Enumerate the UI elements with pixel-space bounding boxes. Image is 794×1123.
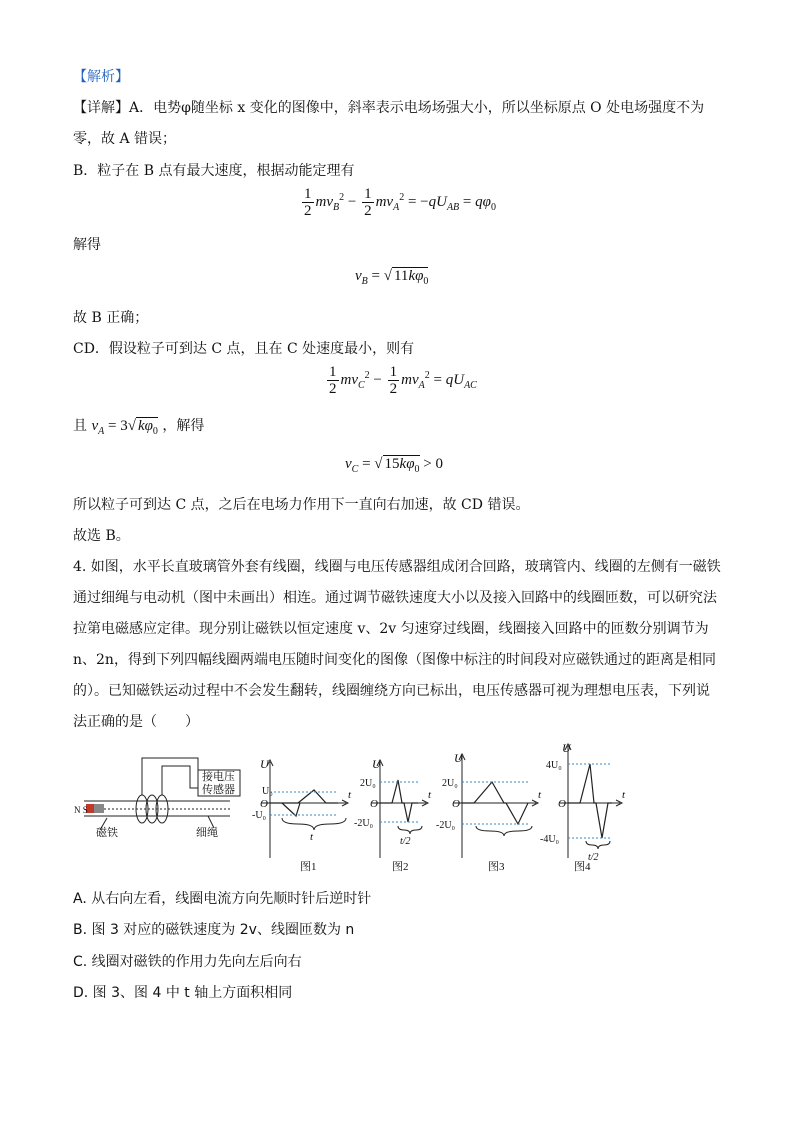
equation-vb: $v_B$ = √ $11k\varphi_0$: [355, 268, 429, 287]
fig2-caption: 图2: [392, 861, 409, 873]
detail-line-7: 且 $v_A = 3√$ $k\varphi_0$ ，解得: [73, 418, 205, 437]
detail-line-7b: ，解得: [162, 418, 205, 434]
detail-line-7a: 且: [73, 418, 87, 434]
graph2-u-label: U: [372, 757, 381, 771]
detail-line-5: 故 B 正确；: [73, 310, 149, 326]
fig3-caption: 图3: [488, 861, 505, 873]
option-a[interactable]: A. 从右向左看，线圈电流方向先顺时针后逆时针: [73, 891, 372, 907]
question-line-5: 的）。已知磁铁运动过程中不会发生翻转，线圈缠绕方向已标出，电压传感器可视为理想电压表，下列说: [73, 683, 710, 699]
graph1-t-axis: t: [348, 789, 352, 801]
graph4-origin: O: [558, 798, 566, 810]
sensor-label-2: 传感器: [202, 784, 235, 796]
graph4-t-half: t/2: [588, 852, 599, 863]
string-label: 细绳: [196, 827, 218, 839]
graph3-origin: O: [452, 798, 460, 810]
graph-3: [454, 754, 538, 858]
option-d[interactable]: D. 图 3、图 4 中 t 轴上方面积相同: [73, 985, 293, 1001]
question-line-3: 拉第电磁感应定律。现分别让磁铁以恒定速度 v、2v 匀速穿过线圈，线圈接入回路中的匝数分别调节为: [73, 621, 709, 637]
detail-line-3: B．粒子在 B 点有最大速度，根据动能定理有: [73, 163, 355, 179]
graph2-neg-2u0: -2U₀: [354, 818, 374, 829]
question-line-2: 通过细绳与电动机（图中未画出）相连。通过调节磁铁速度大小以及接入回路中的线圈匝数，可以研究法: [73, 590, 717, 606]
graph-4: [560, 744, 622, 858]
analysis-heading: 【解析】: [73, 69, 129, 85]
option-b[interactable]: B. 图 3 对应的磁铁速度为 2v、线圈匝数为 n: [73, 922, 355, 938]
sensor-label-1: 接电压: [202, 771, 235, 783]
graph4-4u0: 4U₀: [546, 760, 562, 771]
detail-line-6: CD．假设粒子可到达 C 点，且在 C 处速度最小，则有: [73, 341, 415, 357]
graph2-t-half: t/2: [400, 836, 411, 847]
fig4-caption: 图4: [574, 861, 591, 873]
graph-1: [262, 760, 348, 858]
detail-line-8: 所以粒子可到达 C 点，之后在电场力作用下一直向右加速，故 CD 错误。: [73, 497, 530, 513]
graph2-origin: O: [370, 798, 378, 810]
question-figure: [0, 738, 794, 878]
detail-line-4: 解得: [73, 237, 101, 253]
detail-line-1: 【详解】A．电势φ随坐标 x 变化的图像中，斜率表示电场场强大小，所以坐标原点 O 处电场强度不为: [73, 100, 705, 116]
question-line-6: 法正确的是（ ）: [73, 714, 199, 730]
ns-label: N S: [74, 805, 88, 815]
equation-energy-ab: $\frac{1}{2}$ $mv_B^2$ − $\frac{1}{2}$ $mv_A^2 = -qU_{AB} = q\varphi_0$: [304, 186, 496, 219]
graph2-t-axis: t: [428, 789, 432, 801]
graph1-u0: U₀: [262, 786, 273, 797]
graph1-u-label: U: [260, 757, 269, 771]
graph3-neg-2u0: -2U₀: [436, 820, 456, 831]
graph3-u-label: U: [454, 751, 463, 765]
detail-line-2: 零，故 A 错误；: [73, 131, 177, 147]
graph4-t-axis: t: [622, 789, 626, 801]
option-c[interactable]: C. 线圈对磁铁的作用力先向左后向右: [73, 954, 302, 970]
detail-line-9: 故选 B。: [73, 528, 130, 544]
graph3-2u0: 2U₀: [442, 778, 458, 789]
graph3-t-axis: t: [538, 789, 542, 801]
graph1-origin: O: [260, 798, 268, 810]
magnet-label: 磁铁: [96, 827, 118, 839]
equation-energy-ac: $\frac{1}{2}$ $mv_C^2$ − $\frac{1}{2}$ $mv_A^2 = qU_{AC}$: [329, 364, 477, 397]
question-line-4: n、2n，得到下列四幅线圈两端电压随时间变化的图像（图像中标注的时间段对应磁铁通过的距离是相同: [73, 652, 716, 668]
fig1-caption: 图1: [300, 861, 317, 873]
graph1-neg-u0: -U₀: [252, 810, 267, 821]
graph1-t-span: t: [310, 831, 314, 843]
question-line-1: 4. 如图，水平长直玻璃管外套有线圈，线圈与电压传感器组成闭合回路，玻璃管内、线圈的左侧有一磁铁: [73, 559, 721, 575]
equation-vc: $v_C$ = √ $15k\varphi_0 > 0$: [345, 456, 443, 475]
graph4-u-label: U: [562, 741, 571, 755]
graph2-2u0: 2U₀: [360, 778, 376, 789]
graph4-neg-4u0: -4U₀: [540, 834, 560, 845]
